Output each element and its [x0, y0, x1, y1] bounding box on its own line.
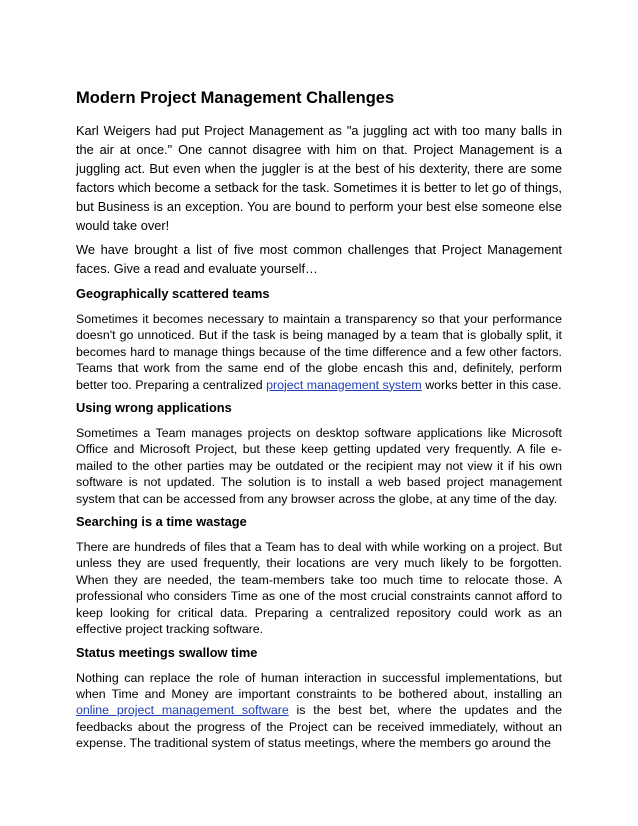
intro-paragraph-1: Karl Weigers had put Project Management as "a juggling act with too many balls in the air at once." One cannot disagree with him on that. Project Management is a juggling act. But even when the juggler is at the best of his dexterity, there are some factors which become a setback for the task. Sometimes it is better to let go of things, but Business is an exception. You are bound to perform your best else someone else would take over!	[76, 123, 562, 233]
document-title: Modern Project Management Challenges	[76, 89, 395, 107]
section-paragraph-status-meetings	[76, 670, 562, 752]
section-paragraph-geographically-scattered-teams	[76, 311, 562, 393]
paragraph-text: Nothing can replace the role of human interaction in successful implementations, but when Time and Money are important constraints to be bothered about, installing an	[76, 670, 562, 701]
online-project-management-software-link[interactable]: online project management software	[76, 703, 289, 718]
section-paragraph-searching-time-wastage: There are hundreds of files that a Team has to deal with while working on a project. But unless they are used frequently, their locations are very much likely to be forgotten. When they are needed, the team-members take too much time to relocate those. A professional who considers Time as one of the most crucial constraints cannot afford to keep looking for critical data. Preparing a centralized repository could work as an effective project tracking software.	[76, 540, 562, 637]
paragraph-text: Sometimes it becomes necessary to maintain a transparency so that your performance doesn't go unnoticed. But if the task is being managed by a team that is globally split, it becomes hard to manage things because of the time difference and a few other factors. Teams that work from the same end of the globe encash this and, definitely, perform better too. Preparing a centralized	[76, 312, 562, 392]
paragraph-text: is the best bet, where the updates and the feedbacks about the progress of the Project can be received immediately, without an expense. The traditional system of status meetings, where the members go around the	[76, 703, 562, 751]
document-page	[76, 88, 562, 759]
project-management-system-link[interactable]: project management system	[266, 377, 422, 392]
section-paragraph-using-wrong-applications: Sometimes a Team manages projects on desktop software applications like Microsoft Office and Microsoft Project, but these keep getting updated very frequently. A file e-mailed to the other parties may be outdated or the recipient may not view it if his own software is not updated. The solution is to install a web based project management system that can be accessed from any browser across the globe, at any time of the day.	[76, 426, 562, 506]
section-heading-geographically-scattered-teams: Geographically scattered teams	[76, 286, 270, 301]
intro-paragraph-2: We have brought a list of five most common challenges that Project Management faces. Give a read and evaluate yourself…	[76, 242, 562, 276]
section-heading-searching-time-wastage: Searching is a time wastage	[76, 514, 247, 530]
section-heading-status-meetings: Status meetings swallow time	[76, 644, 258, 660]
section-heading-using-wrong-applications: Using wrong applications	[76, 400, 232, 416]
paragraph-text: works better in this case.	[421, 377, 562, 392]
